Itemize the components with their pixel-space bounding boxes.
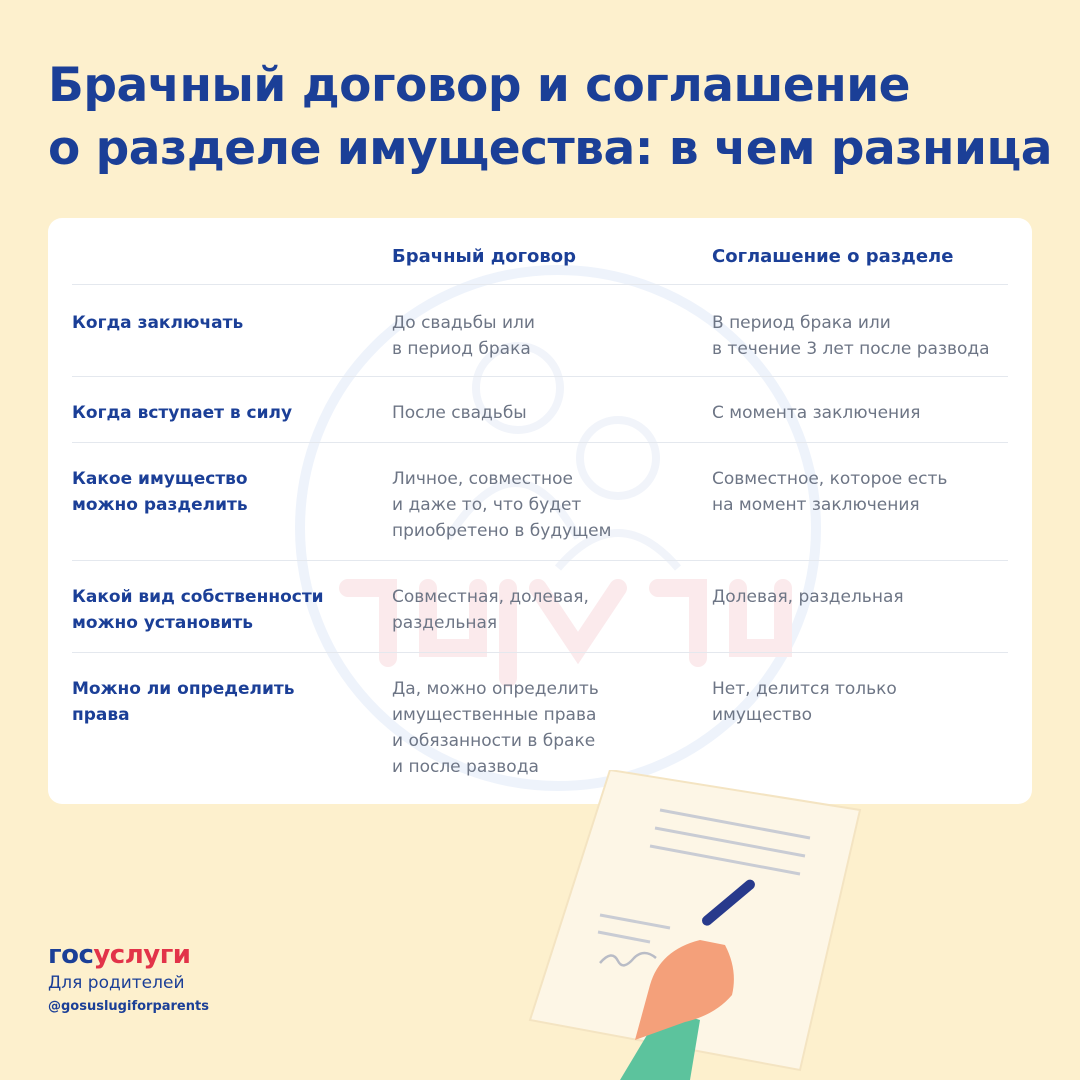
gosuslugi-logo[interactable]: госуслуги — [48, 940, 191, 970]
brand-block — [48, 940, 209, 1018]
page-title — [48, 54, 1053, 180]
row-contract: Да, можно определить имущественные права и обязанности в браке и после развода — [392, 679, 599, 777]
header-agreement: Соглашение о разделе — [712, 246, 954, 267]
row-agreement: С момента заключения — [712, 403, 921, 423]
title-line-2: о разделе имущества: в чем разница — [48, 121, 1053, 176]
table-header-row — [72, 244, 1008, 285]
row-contract: Личное, совместное и даже то, что будет приобретено в будущем — [392, 469, 612, 541]
row-label: Какой вид собственности можно установить — [72, 587, 324, 633]
row-contract: После свадьбы — [392, 403, 527, 423]
row-agreement: Долевая, раздельная — [712, 587, 904, 607]
signing-hand-illustration-icon — [500, 770, 920, 1080]
row-agreement: В период брака или в течение 3 лет после развода — [712, 313, 990, 359]
table-row — [72, 560, 1008, 653]
brand-subtitle: Для родителей — [48, 973, 185, 993]
row-label: Можно ли определить права — [72, 679, 295, 725]
table-row — [72, 284, 1008, 377]
header-contract: Брачный договор — [392, 246, 577, 267]
row-contract: Совместная, долевая, раздельная — [392, 587, 589, 633]
row-label: Когда вступает в силу — [72, 403, 293, 423]
row-contract: До свадьбы или в период брака — [392, 313, 535, 359]
title-line-1: Брачный договор и соглашение — [48, 58, 911, 113]
row-agreement: Совместное, которое есть на момент заключения — [712, 469, 948, 515]
comparison-table — [48, 218, 1032, 804]
brand-handle[interactable]: @gosuslugiforparents — [48, 999, 209, 1014]
row-label: Когда заключать — [72, 313, 244, 333]
table-row — [72, 442, 1008, 561]
table-row — [72, 376, 1008, 443]
row-label: Какое имущество можно разделить — [72, 469, 248, 515]
row-agreement: Нет, делится только имущество — [712, 679, 897, 725]
